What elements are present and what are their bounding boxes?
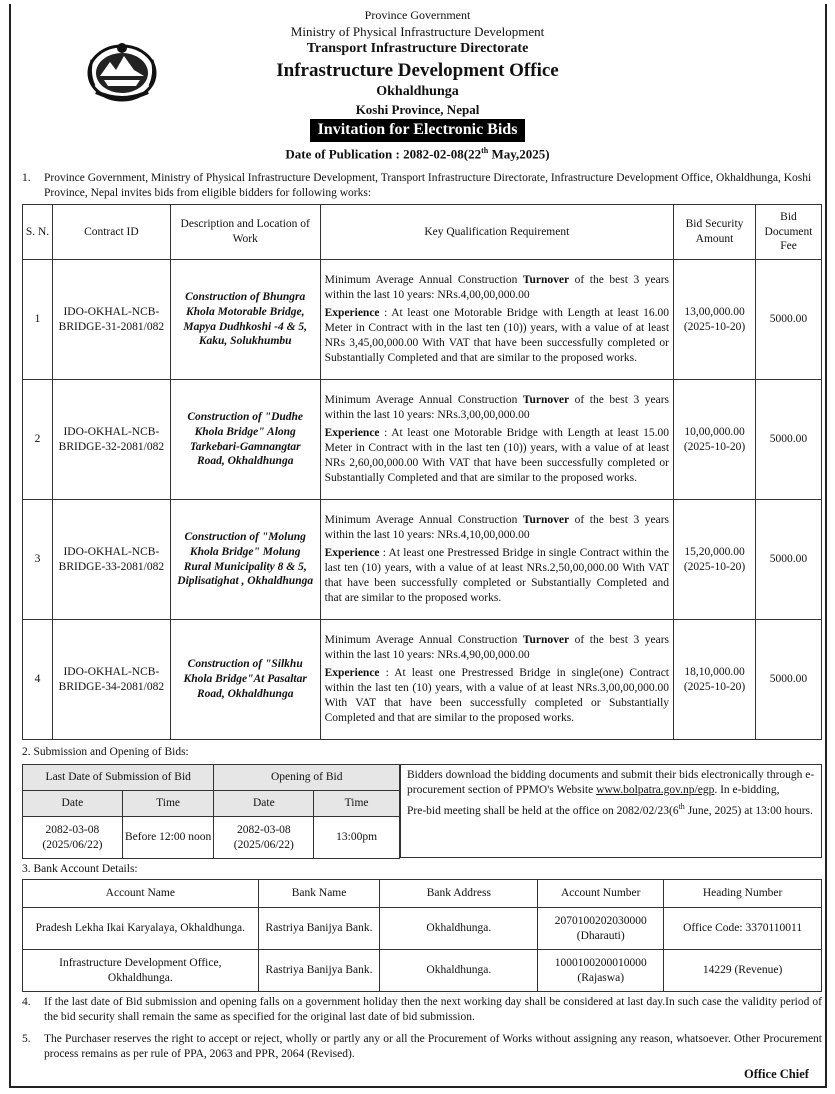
submission-note: Bidders download the bidding documents and submit their bids electronically through e-procurement section of PPMO's Website www.bolpatra.gov.np/egp. In e-bidding, Pre-bid meeting shall be held at the office on 2082/02/23(6th June, 2025) at 13:00 hours.	[400, 764, 822, 858]
row-contract-id: IDO-OKHAL-NCB-BRIDGE-34-2081/082	[52, 620, 170, 740]
col-account-name: Account Name	[23, 880, 259, 908]
row-security: 18,10,000.00 (2025-10-20)	[674, 620, 756, 740]
bolpatra-link[interactable]: www.bolpatra.gov.np/egp	[596, 783, 715, 796]
office-place: Okhaldhunga	[376, 84, 459, 100]
bank-heading: 3. Bank Account Details:	[22, 863, 138, 875]
open-time: 13:00pm	[314, 817, 400, 859]
header-line-1: Province Government	[364, 8, 471, 22]
col-account-number: Account Number	[538, 880, 664, 908]
row-account-number: 2070100202030000 (Dharauti)	[538, 908, 664, 950]
intro-text: Province Government, Ministry of Physical Infrastructure Development, Transport Infrastructure Directorate, Infrastructure Development Office, Okhaldhunga, Koshi Province, Nepal invites bids from eligible bidders for following works:	[44, 172, 812, 199]
works-table	[22, 204, 822, 740]
col-sn: S. N.	[23, 205, 53, 260]
row-sn: 2	[23, 380, 53, 500]
row-description: Construction of "Molung Khola Bridge" Molung Rural Municipality 8 & 5, Diplisatighat , Okhaldhunga	[170, 500, 320, 620]
row-fee: 5000.00	[755, 620, 821, 740]
sub-time-label: Time	[122, 791, 214, 817]
row-requirement: Minimum Average Annual Construction Turnover of the best 3 years within the last 10 years: NRs.4,90,00,000.00 Experience : At least one Prestressed Bridge in single(one) Contract within the last ten (10) years, with a value of at least NRs.3,00,00,000.00 With VAT that have been successfully completed or Substantially Completed and that are similar to the proposed works.	[320, 620, 673, 740]
row-bank-name: Rastriya Banijya Bank.	[258, 950, 380, 992]
open-time-label: Time	[314, 791, 400, 817]
row-contract-id: IDO-OKHAL-NCB-BRIDGE-31-2081/082	[52, 260, 170, 380]
row-requirement: Minimum Average Annual Construction Turnover of the best 3 years within the last 10 years: NRs.4,00,00,000.00 Experience : At least one Motorable Bridge with Length at least 16.00 Meter in Contract with in the last ten (10)) years, with a value of at least NRs 3,45,00,000.00 With VAT that have been successfully completed or Substantially Completed and that are similar to the proposed works.	[320, 260, 673, 380]
submission-table	[22, 764, 400, 859]
publication-date: Date of Publication : 2082-02-08(22th May,2025)	[285, 146, 550, 162]
col-description: Description and Location of Work	[170, 205, 320, 260]
col-heading-number: Heading Number	[664, 880, 822, 908]
intro-number: 1.	[22, 172, 31, 184]
row-security: 13,00,000.00 (2025-10-20)	[674, 260, 756, 380]
row-requirement: Minimum Average Annual Construction Turnover of the best 3 years within the last 10 years: NRs.4,10,00,000.00 Experience : At least one Prestressed Bridge in single Contract within the last ten (10) years, with a value of at least NRs.2,50,00,000.00 With VAT that have been successfully completed or Substantially Completed and that are similar to the proposed works.	[320, 500, 673, 620]
row-description: Construction of "Silkhu Khola Bridge"At Pasaltar Road, Okhaldhunga	[170, 620, 320, 740]
row-bank-address: Okhaldhunga.	[380, 908, 538, 950]
office-province: Koshi Province, Nepal	[355, 101, 480, 117]
col-contract-id: Contract ID	[52, 205, 170, 260]
notice-header	[0, 8, 835, 163]
row-account-number: 1000100200010000 (Rajaswa)	[538, 950, 664, 992]
row-heading-number: 14229 (Revenue)	[664, 950, 822, 992]
row-bank-address: Okhaldhunga.	[380, 950, 538, 992]
table-row	[23, 950, 822, 992]
signature: Office Chief	[744, 1067, 809, 1081]
intro-paragraph	[22, 171, 822, 201]
table-row	[23, 620, 822, 740]
row-security: 10,00,000.00 (2025-10-20)	[674, 380, 756, 500]
notice-title: Invitation for Electronic Bids	[310, 119, 526, 142]
sub-time: Before 12:00 noon	[122, 817, 214, 859]
row-fee: 5000.00	[755, 380, 821, 500]
sub-date-label: Date	[23, 791, 123, 817]
open-date-label: Date	[214, 791, 314, 817]
col-fee: Bid Document Fee	[755, 205, 821, 260]
sub-date: 2082-03-08 (2025/06/22)	[23, 817, 123, 859]
col-requirement: Key Qualification Requirement	[320, 205, 673, 260]
col-bank-name: Bank Name	[258, 880, 380, 908]
row-account-name: Pradesh Lekha Ikai Karyalaya, Okhaldhunga.	[23, 908, 259, 950]
office-name: Infrastructure Development Office	[276, 59, 559, 81]
last-date-header: Last Date of Submission of Bid	[23, 765, 214, 791]
row-description: Construction of Bhungra Khola Motorable Bridge, Mapya Dudhkoshi -4 & 5, Kaku, Solukhumbu	[170, 260, 320, 380]
row-heading-number: Office Code: 3370110011	[664, 908, 822, 950]
table-row	[23, 500, 822, 620]
row-contract-id: IDO-OKHAL-NCB-BRIDGE-33-2081/082	[52, 500, 170, 620]
note-4: 4. If the last date of Bid submission and opening falls on a government holiday then the next working day shall be considered at last day.In such case the validity period of the bid security shall remain the same as specified for the original last date of bid submission.	[22, 996, 822, 1023]
col-security: Bid Security Amount	[674, 205, 756, 260]
table-row	[23, 908, 822, 950]
table-row	[23, 260, 822, 380]
row-fee: 5000.00	[755, 260, 821, 380]
row-sn: 4	[23, 620, 53, 740]
header-line-2: Ministry of Physical Infrastructure Development	[290, 23, 545, 39]
works-table-header	[23, 205, 822, 260]
row-fee: 5000.00	[755, 500, 821, 620]
row-description: Construction of "Dudhe Khola Bridge" Along Tarkebari-Gamnangtar Road, Okhaldhunga	[170, 380, 320, 500]
row-security: 15,20,000.00 (2025-10-20)	[674, 500, 756, 620]
bank-table	[22, 879, 822, 992]
opening-header: Opening of Bid	[214, 765, 400, 791]
row-requirement: Minimum Average Annual Construction Turnover of the best 3 years within the last 10 years: NRs.3,00,00,000.00 Experience : At least one Motorable Bridge with Length at least 15.00 Meter in Contract with in the last ten (10)) years, with a value of at least NRs 2,60,00,000.00 With VAT that have been successfully completed or Substantially Completed and that are similar to the proposed works.	[320, 380, 673, 500]
row-account-name: Infrastructure Development Office, Okhaldhunga.	[23, 950, 259, 992]
open-date: 2082-03-08 (2025/06/22)	[214, 817, 314, 859]
header-line-3: Transport Infrastructure Directorate	[306, 41, 529, 57]
col-bank-address: Bank Address	[380, 880, 538, 908]
row-sn: 3	[23, 500, 53, 620]
row-sn: 1	[23, 260, 53, 380]
row-contract-id: IDO-OKHAL-NCB-BRIDGE-32-2081/082	[52, 380, 170, 500]
table-row	[23, 380, 822, 500]
note-5: 5. The Purchaser reserves the right to accept or reject, wholly or partly any or all the Procurement of Works without assigning any reason, whatsoever. Other Procurement process remains as per rule of PPA, 2063 and PPR, 2064 (Revised).	[22, 1033, 822, 1060]
row-bank-name: Rastriya Banijya Bank.	[258, 908, 380, 950]
submission-heading: 2. Submission and Opening of Bids:	[22, 746, 189, 758]
